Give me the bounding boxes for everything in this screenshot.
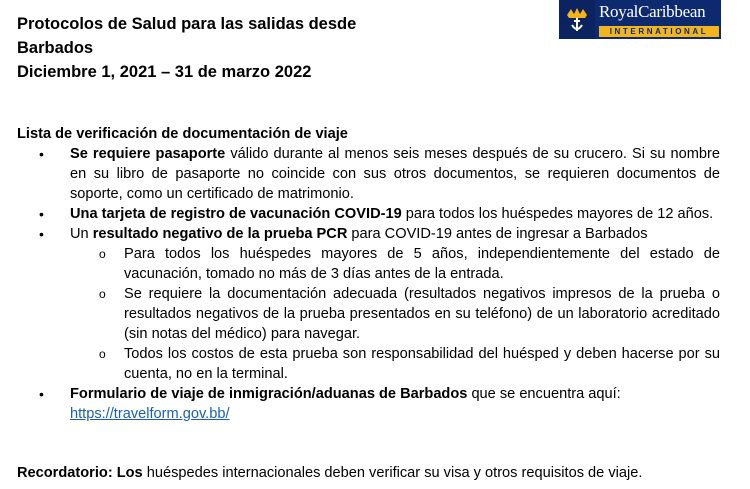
document-title (17, 12, 537, 84)
passport-text: válido durante al menos seis meses después de su crucero. Si su nombre en su libro de pasaporte no coincide con sus otros documentos, se requieren documentos de soporte, como un certificado de matrimonio. (70, 146, 720, 202)
pcr-subitem-2: o Se requiere la documentación adecuada (resultados negativos impresos de la prueba o resultados negativos de la prueba presentados en su teléfono) de un laboratorio acreditado (sin notas del médico) para navegar. (17, 284, 720, 344)
reminder-bold: Recordatorio: Los (17, 465, 143, 481)
list-item-pcr-test (17, 224, 720, 244)
title-line-2: Barbados (17, 39, 94, 57)
list-item-passport (17, 144, 720, 204)
checklist-section (17, 124, 720, 424)
crown-anchor-logo-icon (559, 0, 595, 39)
pcr-pre: Un (70, 226, 93, 242)
vaccine-bold: Una tarjeta de registro de vacunación COVID-19 (70, 206, 402, 222)
royal-caribbean-logo (559, 0, 721, 39)
pcr-subitem-1: o Para todos los huéspedes mayores de 5 años, independientemente del estado de vacunación, tomado no más de 3 días antes de la entrada. (17, 244, 720, 284)
travel-form-text: que se encuentra aquí: (467, 386, 621, 402)
reminder-text: huéspedes internacionales deben verificar su visa y otros requisitos de viaje. (142, 465, 643, 481)
pcr-text: para COVID-19 antes de ingresar a Barbados (347, 226, 648, 242)
pcr-subitem-3: o Todos los costos de esta prueba son responsabilidad del huésped y deben hacerse por su cuenta, no en la terminal. (17, 344, 720, 384)
vaccine-text: para todos los huéspedes mayores de 12 años. (401, 206, 714, 222)
reminder-note (17, 463, 737, 483)
checklist-heading: Lista de verificación de documentación de viaje (17, 126, 348, 142)
title-line-3: Diciembre 1, 2021 – 31 de marzo 2022 (17, 63, 312, 81)
title-line-1: Protocolos de Salud para las salidas desde (17, 15, 357, 33)
passport-bold: Se requiere pasaporte (70, 146, 226, 162)
logo-wordmark: RoyalCaribbean (599, 2, 706, 21)
list-item-vaccine-card (17, 204, 720, 224)
travel-form-link[interactable]: https://travelform.gov.bb/ (70, 406, 230, 422)
logo-subtitle: INTERNATIONAL (599, 26, 719, 37)
list-item-travel-form (17, 384, 720, 424)
pcr-bold: resultado negativo de la prueba PCR (92, 226, 348, 242)
travel-form-bold: Formulario de viaje de inmigración/aduanas de Barbados (70, 386, 468, 402)
